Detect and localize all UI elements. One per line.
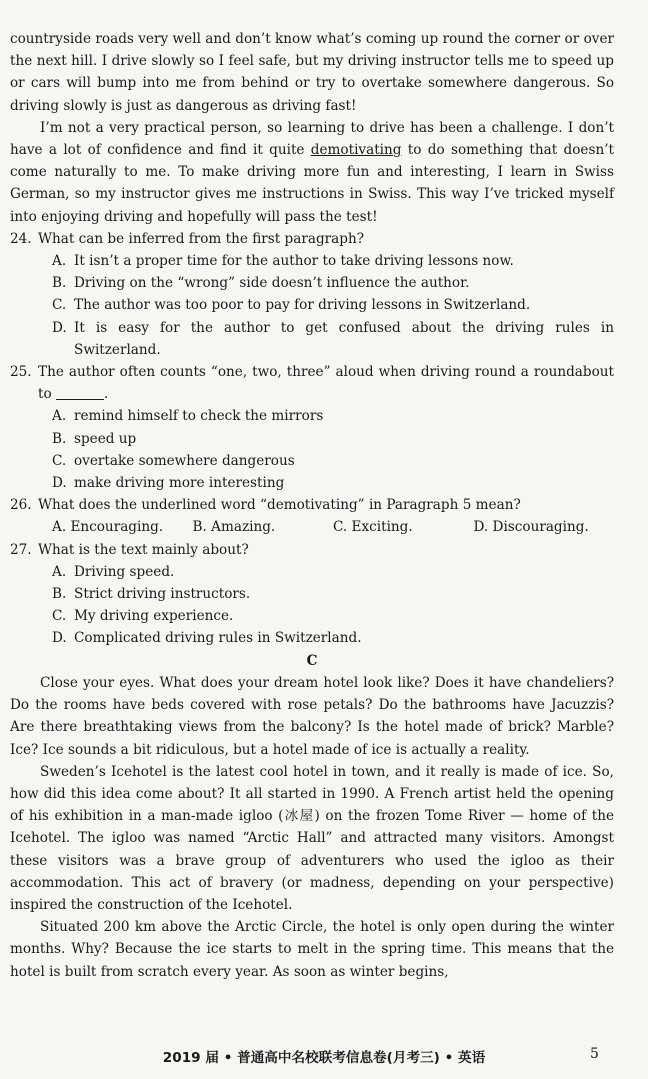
passage-c-paragraph-3: Situated 200 km above the Arctic Circle, the hotel is only open during the winter months. Why? Because the ice starts to melt in the spring time. This means that the hotel is built from scratch every year. As soon as winter begins, — [10, 919, 614, 980]
option-26c[interactable]: C. Exciting. — [333, 519, 413, 536]
question-text: What can be inferred from the first paragraph? — [38, 230, 365, 247]
question-27 — [10, 539, 614, 561]
question-number: 24. — [10, 230, 32, 247]
option-text: It is easy for the author to get confused about the driving rules in Switzerland. — [74, 319, 614, 358]
option-text: overtake somewhere dangerous — [74, 452, 295, 469]
option-text: Strict driving instructors. — [74, 586, 251, 603]
answer-blank — [56, 385, 104, 400]
page-content — [10, 28, 614, 983]
option-text: It isn’t a proper time for the author to take driving lessons now. — [74, 253, 514, 270]
option-25a[interactable] — [52, 405, 614, 427]
option-24a[interactable] — [52, 250, 614, 272]
option-letter: B. — [52, 586, 67, 603]
passage-c-paragraph-1: Close your eyes. What does your dream hotel look like? Does it have chandeliers? Do the rooms have beds covered with rose petals? Do the bathrooms have Jacuzzis? Are there breathtaking views from the balcony? Is the hotel made of brick? Marble? Ice? Ice sounds a bit ridiculous, but a hotel made of ice is actually a reality. — [10, 674, 614, 758]
page-footer: 2019 届 • 普通高中名校联考信息卷(月考三) • 英语 — [162, 1050, 486, 1066]
question-stem: The author often counts “one, two, three” aloud when driving round a roundabout to — [38, 364, 614, 403]
option-text: Driving on the “wrong” side doesn’t influence the author. — [74, 275, 470, 292]
option-text: make driving more interesting — [74, 475, 285, 492]
question-number: 25. — [10, 364, 32, 381]
option-24b[interactable] — [52, 272, 614, 294]
question-tail: . — [103, 386, 109, 403]
question-number: 26. — [10, 497, 32, 514]
option-letter: B. — [52, 275, 67, 292]
question-24 — [10, 228, 614, 250]
option-letter: C. — [52, 297, 67, 314]
question-25 — [10, 361, 614, 405]
option-text: Driving speed. — [74, 563, 175, 580]
option-24c[interactable] — [52, 294, 614, 316]
para5-text-after: to do something that doesn’t come naturally to me. To make driving more fun and interesting, I learn in Swiss German, so my instructor gives me instructions in Swiss. This way I’ve tricked myself into enjoying driving and hopefully will pass the test! — [10, 142, 614, 225]
option-letter: D. — [52, 319, 67, 336]
section-heading: C — [306, 652, 318, 669]
option-27c[interactable] — [52, 605, 614, 627]
option-27a[interactable] — [52, 561, 614, 583]
option-letter: D. — [52, 475, 67, 492]
paragraph-5 — [10, 117, 614, 228]
option-letter: A. — [52, 253, 67, 270]
page-number: 5 — [590, 1046, 599, 1062]
option-26b[interactable]: B. Amazing. — [192, 519, 276, 536]
option-26d[interactable]: D. Discouraging. — [473, 519, 589, 536]
option-24d[interactable] — [52, 317, 614, 361]
option-25c[interactable] — [52, 450, 614, 472]
option-letter: D. — [52, 630, 67, 647]
option-letter: C. — [52, 452, 67, 469]
options-26 — [52, 516, 614, 538]
question-text: What does the underlined word “demotivating” in Paragraph 5 mean? — [38, 497, 521, 514]
option-25d[interactable] — [52, 472, 614, 494]
option-text: remind himself to check the mirrors — [74, 408, 324, 425]
option-27d[interactable] — [52, 627, 614, 649]
passage-c-paragraph-2: Sweden’s Icehotel is the latest cool hotel in town, and it really is made of ice. So, how did this idea come about? It all started in 1990. A French artist held the opening of his exhibition in a man-made igloo (冰屋) on the frozen Tome River — home of the Icehotel. The igloo was named “Arctic Hall” and attracted many visitors. Amongst these visitors was a brave group of adventurers who used the igloo as their accommodation. This act of bravery (or madness, depending on your perspective) inspired the construction of the Icehotel. — [10, 763, 614, 913]
question-text — [38, 361, 614, 405]
option-text: The author was too poor to pay for driving lessons in Switzerland. — [74, 297, 531, 314]
question-26 — [10, 494, 614, 516]
option-27b[interactable] — [52, 583, 614, 605]
paragraph-continued: countryside roads very well and don’t know what’s coming up round the corner or over the next hill. I drive slowly so I feel safe, but my driving instructor tells me to speed up or cars will bump into me from behind or try to overtake somewhere dangerous. So driving slowly is just as dangerous as driving fast! — [10, 31, 614, 114]
underlined-word: demotivating — [310, 142, 402, 159]
option-text: My driving experience. — [74, 608, 234, 625]
option-text: Complicated driving rules in Switzerland. — [74, 630, 362, 647]
option-letter: C. — [52, 608, 67, 625]
question-number: 27. — [10, 541, 32, 558]
option-letter: B. — [52, 430, 67, 447]
option-text: speed up — [74, 430, 137, 447]
para5-text-before: I’m not a very practical person, so learning to drive has been a challenge. I don’t have a lot of confidence and find it quite — [10, 119, 614, 159]
option-letter: A. — [52, 563, 67, 580]
option-letter: A. — [52, 408, 67, 425]
option-26a[interactable]: A. Encouraging. — [52, 519, 164, 536]
option-25b[interactable] — [52, 428, 614, 450]
question-text: What is the text mainly about? — [38, 541, 249, 558]
